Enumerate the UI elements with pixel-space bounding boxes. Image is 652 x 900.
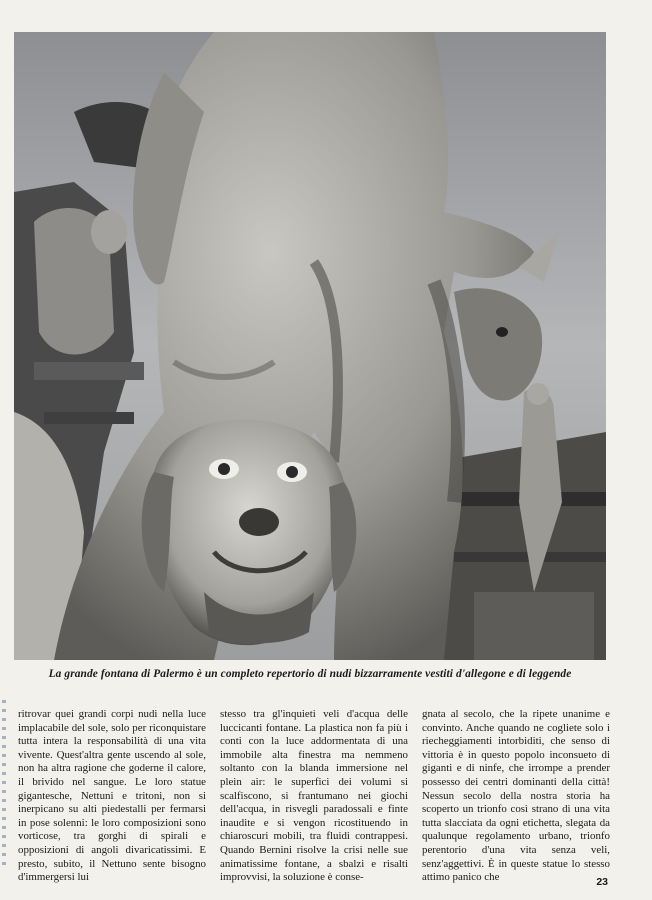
fountain-photograph bbox=[14, 32, 606, 660]
text-column-2: stesso tra gl'inquieti veli d'acqua delle luccicanti fontane. La plastica non fa più i conti con la luce addormentata di una immobile alta finestra ma nemmeno soltanto con la blanda immersione nel plein air: le superfici dei volumi si scalfiscono, si frantumano nei giochi dell'acqua, in risvegli paradossali e finte inaudite e si vengon ricostituendo in chiaroscuri mobili, tra fluidi contrappesi. Quando Bernini risolve la crisi nelle sue animatissime fontane, a sbalzi e risalti improvvisi, la soluzione è conse- bbox=[220, 708, 408, 884]
page-number: 23 bbox=[596, 876, 608, 888]
text-column-3: gnata al secolo, che la ripete unanime e convinto. Anche quando ne cogliete solo i riecheggiamenti intorbiditi, che senso di vittoria è in questo popolo inconsueto di giganti e di ninfe, che irrompe a prender possesso dei centri dominanti della città! Nessun secolo della nostra storia ha scoperto un trionfo così strano di una vita tutta slacciata da ogni etichetta, slegata da qualunque regolamento urbano, trionfo perentorio d'una vita senza veli, senz'aggettivi. È in queste statue lo stesso attimo panico che bbox=[422, 708, 610, 884]
statue-photo-illustration bbox=[14, 32, 606, 660]
page-edge-stain bbox=[2, 700, 6, 870]
photo-caption: La grande fontana di Palermo è un completo repertorio di nudi bizzarramente vestiti d'allegone e di leggende bbox=[48, 668, 572, 680]
text-column-1: ritrovar quei grandi corpi nudi nella luce implacabile del sole, solo per riconquistare tutta intera la responsabilità di una vita vivente. Quest'altra gente uscendo al sole, non ha altra ragione che goderne il calore, il brivido nel sangue. Le loro statue gigantesche, Nettuni e tritoni, non si inerpicano su alti piedestalli per fermarsi in pose solenni: le loro composizioni sono vorticose, tra gorghi di spirali e opposizioni di angoli divaricatissimi. E presto, subito, il Nettuno sente bisogno d'immergersi lui bbox=[18, 708, 206, 884]
